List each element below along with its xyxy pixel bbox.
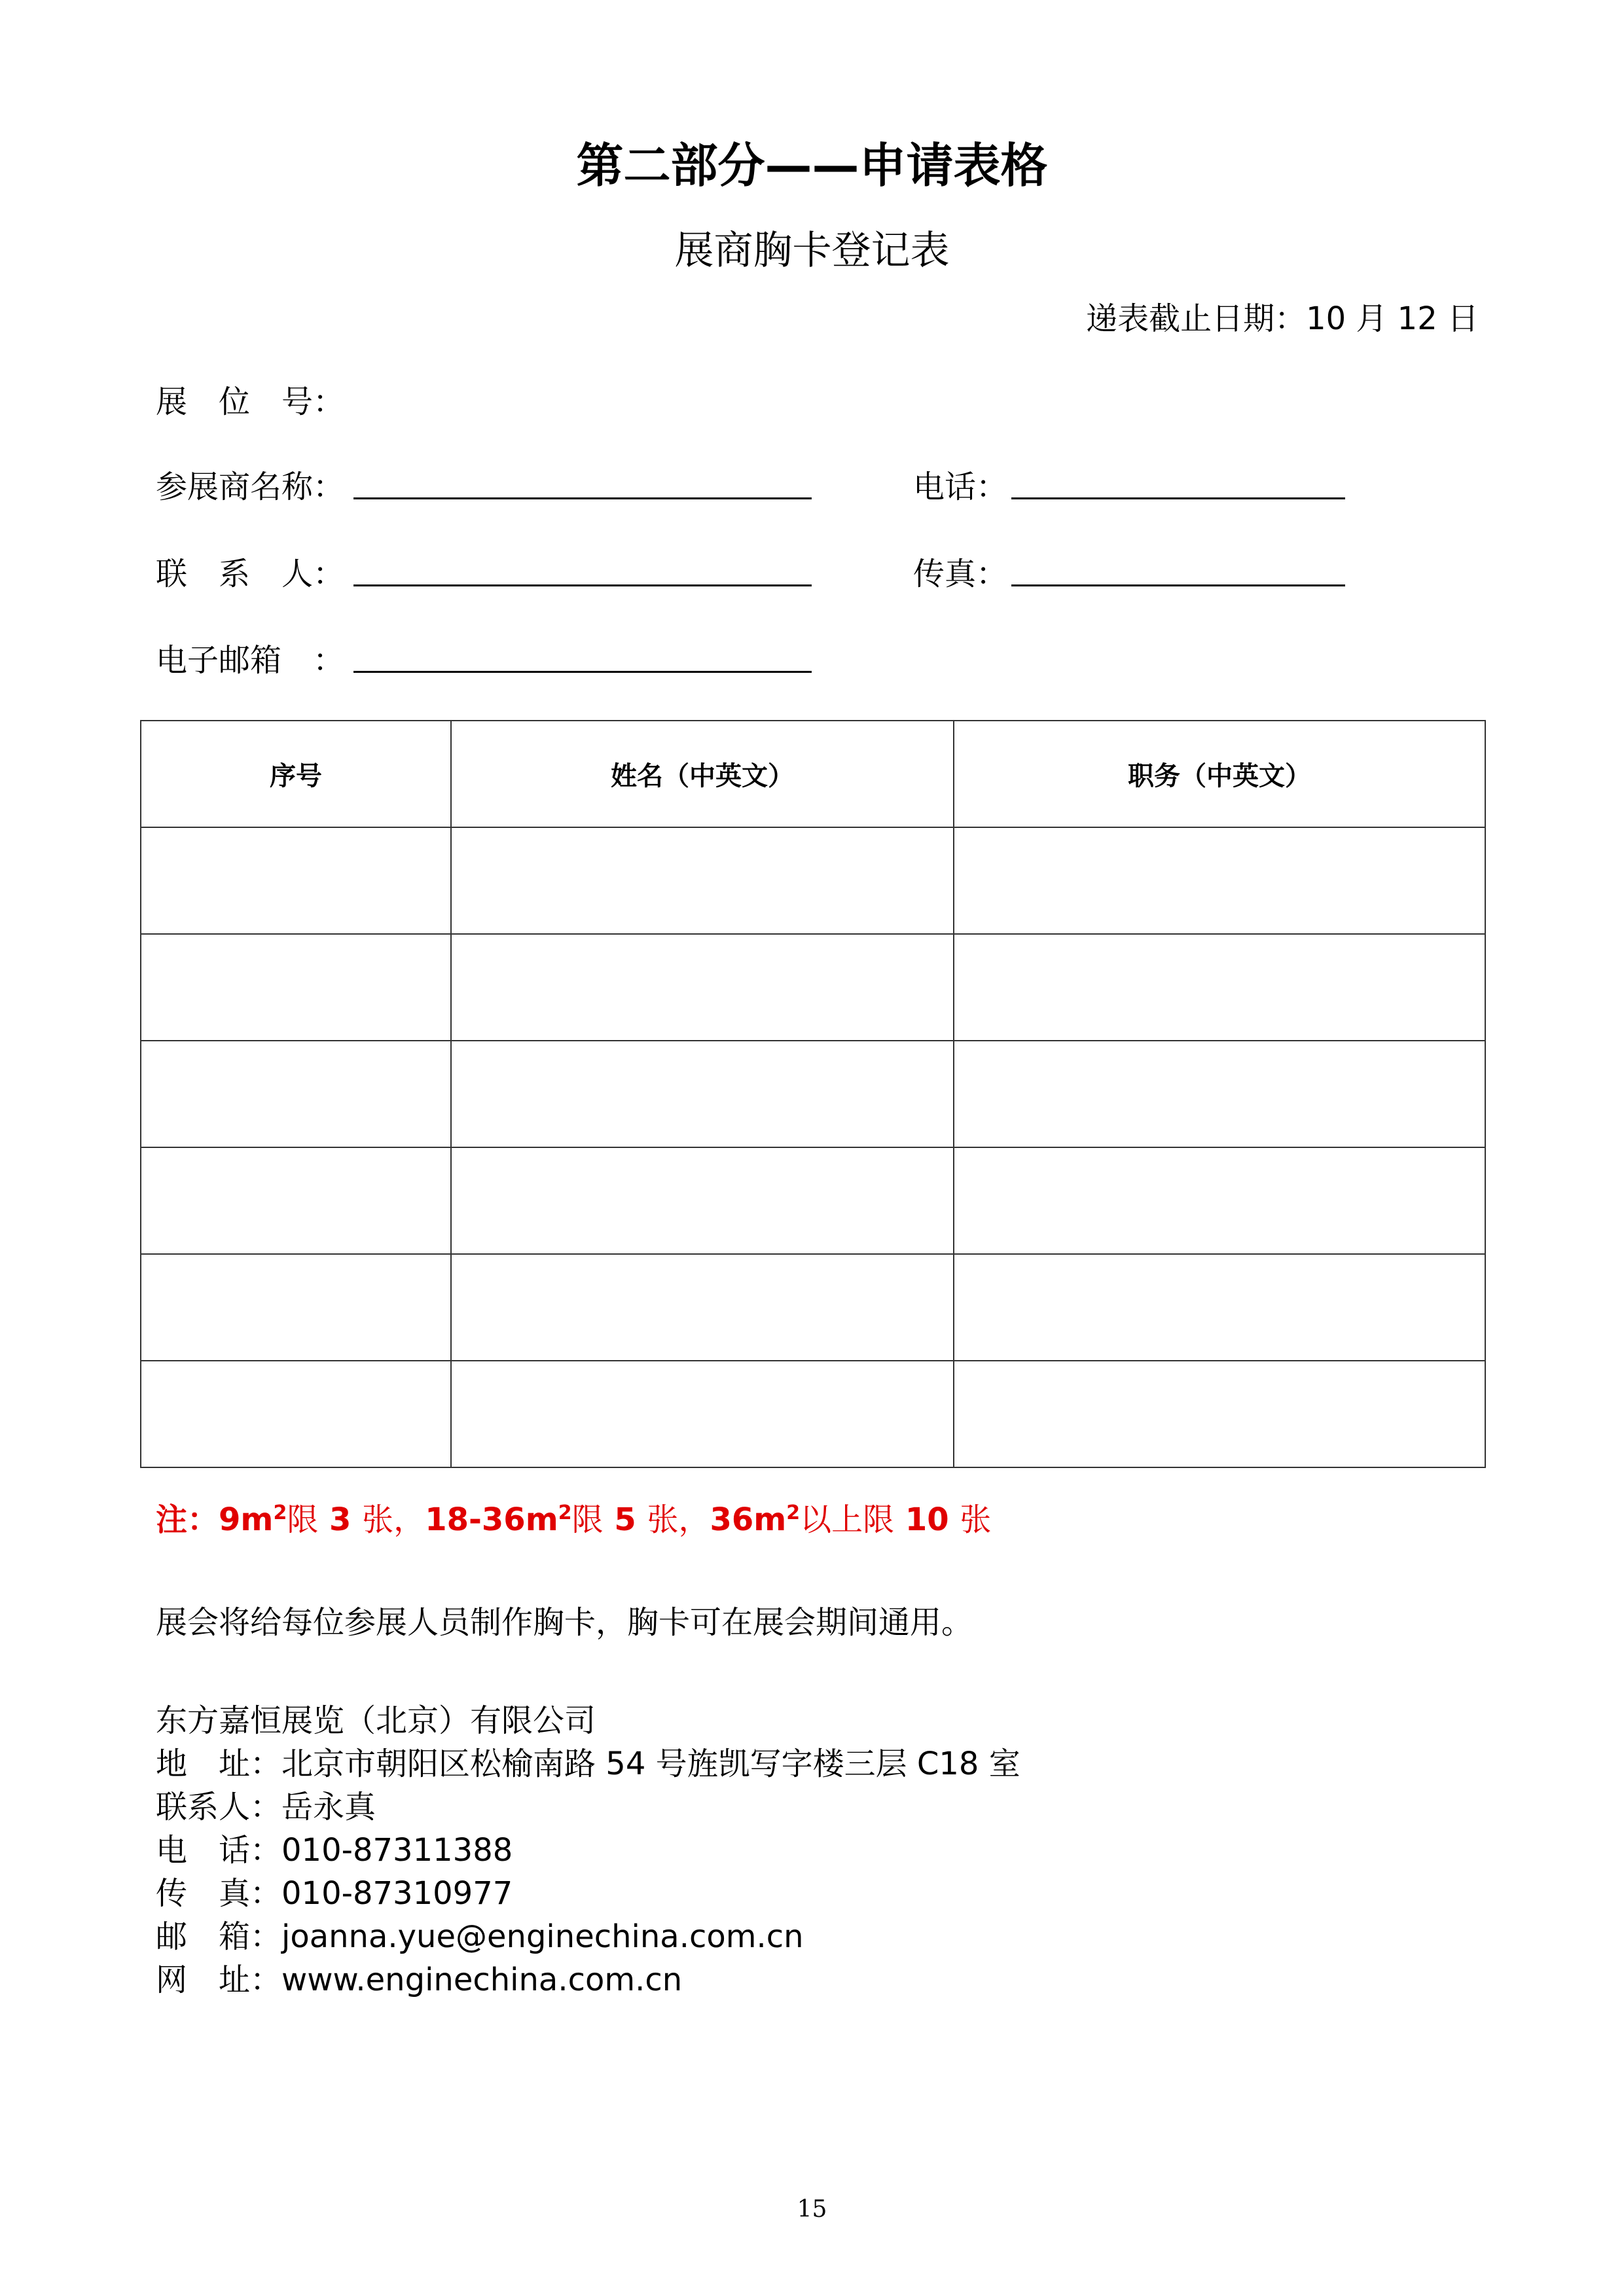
number-cell[interactable]: [141, 1041, 451, 1147]
company-web-link[interactable]: www.enginechina.com.cn: [281, 1962, 683, 1998]
contact-value: 岳永真: [281, 1789, 376, 1825]
number-cell[interactable]: [141, 1147, 451, 1254]
column-header-number: 序号: [141, 721, 451, 827]
email-label: 电子邮箱 ：: [156, 642, 345, 679]
name-cell[interactable]: [451, 827, 954, 934]
note-text: 以上限: [800, 1501, 895, 1538]
deadline-text: 递表截止日期：10 月 12 日: [1086, 300, 1479, 337]
company-fax-value: 010-87310977: [281, 1875, 513, 1912]
company-name: 东方嘉恒展览（北京）有限公司: [156, 1702, 596, 1739]
position-cell[interactable]: [954, 1147, 1485, 1254]
badge-limit-note: [156, 1494, 991, 1539]
note-count-large: 10: [905, 1501, 949, 1538]
company-fax-label: 传 真：: [156, 1875, 282, 1912]
contact-label: 联系人：: [156, 1789, 282, 1825]
name-cell[interactable]: [451, 934, 954, 1041]
name-cell[interactable]: [451, 1361, 954, 1467]
position-cell[interactable]: [954, 1041, 1485, 1147]
company-email-link[interactable]: joanna.yue@enginechina.com.cn: [281, 1918, 804, 1955]
table-row: [141, 1361, 1485, 1467]
note-text: 张，: [362, 1501, 425, 1538]
company-web-label: 网 址：: [156, 1962, 282, 1998]
number-cell[interactable]: [141, 934, 451, 1041]
position-cell[interactable]: [954, 1254, 1485, 1361]
address-value: 北京市朝阳区松榆南路 54 号旌凯写字楼三层 C18 室: [281, 1746, 1020, 1782]
company-phone-label: 电 话：: [156, 1832, 282, 1869]
company-web-row: [156, 1954, 682, 2000]
note-text: 张: [960, 1501, 992, 1538]
contact-person-field[interactable]: [353, 584, 812, 586]
page-number: 15: [797, 2196, 827, 2223]
table-header-row: [141, 721, 1485, 827]
exhibitor-name-field[interactable]: [353, 497, 812, 499]
note-sup: 2: [558, 1501, 572, 1524]
email-field[interactable]: [353, 671, 812, 673]
column-header-name: 姓名（中英文）: [451, 721, 954, 827]
position-cell[interactable]: [954, 1361, 1485, 1467]
note-area-small: 9m: [219, 1501, 274, 1538]
note-sup: 2: [273, 1501, 287, 1524]
company-fax-row: [156, 1868, 513, 1913]
company-email-label: 邮 箱：: [156, 1918, 282, 1955]
company-phone-value: 010-87311388: [281, 1832, 513, 1869]
note-count-medium: 5: [614, 1501, 636, 1538]
position-cell[interactable]: [954, 934, 1485, 1041]
company-address-row: [156, 1738, 1020, 1784]
fax-label: 传真：: [913, 556, 1008, 592]
note-text: 限: [287, 1501, 319, 1538]
company-contact-row: [156, 1782, 376, 1827]
number-cell[interactable]: [141, 1361, 451, 1467]
company-phone-row: [156, 1825, 513, 1870]
number-cell[interactable]: [141, 1254, 451, 1361]
contact-person-label: 联 系 人：: [156, 556, 345, 592]
table-row: [141, 827, 1485, 934]
fax-field[interactable]: [1011, 584, 1345, 586]
position-cell[interactable]: [954, 827, 1485, 934]
company-email-row: [156, 1911, 804, 1956]
note-area-large: 36m: [710, 1501, 787, 1538]
name-cell[interactable]: [451, 1147, 954, 1254]
exhibitor-name-label: 参展商名称：: [156, 469, 345, 505]
booth-number-label: 展 位 号：: [156, 384, 345, 420]
form-subtitle: 展商胸卡登记表: [674, 228, 950, 274]
note-text: 张，: [647, 1501, 710, 1538]
number-cell[interactable]: [141, 827, 451, 934]
phone-label: 电话：: [913, 469, 1008, 505]
table-row: [141, 934, 1485, 1041]
name-cell[interactable]: [451, 1254, 954, 1361]
badge-registration-table: [140, 720, 1486, 1468]
name-cell[interactable]: [451, 1041, 954, 1147]
note-count-small: 3: [329, 1501, 352, 1538]
note-text: 限: [571, 1501, 604, 1538]
address-label: 地 址：: [156, 1746, 282, 1782]
table-row: [141, 1254, 1485, 1361]
page-title: 第二部分——申请表格: [576, 138, 1048, 193]
note-area-medium: 18-36m: [425, 1501, 558, 1538]
info-paragraph: 展会将给每位参展人员制作胸卡，胸卡可在展会期间通用。: [156, 1604, 973, 1641]
note-sup: 2: [786, 1501, 801, 1524]
table-row: [141, 1147, 1485, 1254]
note-prefix: 注：: [156, 1501, 219, 1538]
phone-field[interactable]: [1011, 497, 1345, 499]
column-header-position: 职务（中英文）: [954, 721, 1485, 827]
table-row: [141, 1041, 1485, 1147]
